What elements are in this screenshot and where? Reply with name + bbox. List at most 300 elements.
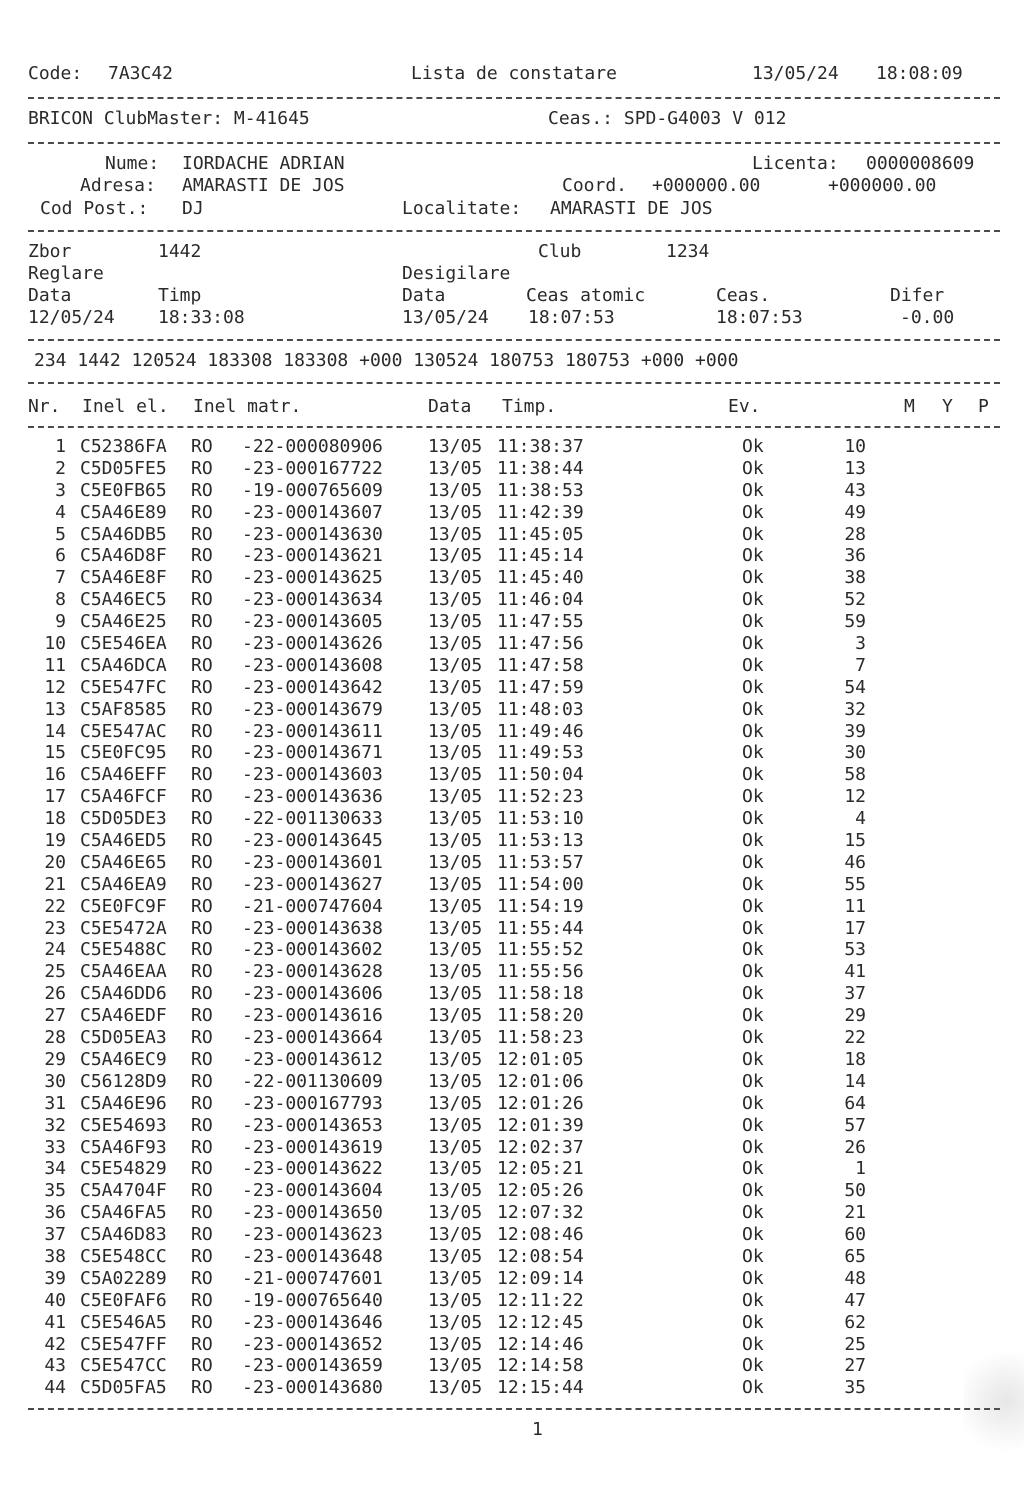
row-ring-matr: -19-000765609 (242, 479, 383, 501)
row-date: 13/05 (428, 1114, 483, 1136)
row-time: 12:11:22 (497, 1289, 584, 1311)
row-ev: Ok (742, 1311, 764, 1333)
row-ring-el: C5A46E25 (80, 611, 167, 633)
row-position: 54 (844, 676, 866, 698)
row-ring-el: C5E546EA (80, 633, 167, 655)
code-line: 234 1442 120524 183308 183308 +000 130524 180753 180753 +000 +000 (34, 350, 739, 371)
row-position: 65 (844, 1245, 866, 1267)
row-date: 13/05 (428, 1048, 483, 1070)
row-ring-el: C5E548CC (80, 1245, 167, 1267)
row-position: 41 (844, 961, 866, 983)
row-position: 28 (844, 523, 866, 545)
row-date: 13/05 (428, 589, 483, 611)
row-ev: Ok (742, 1289, 764, 1311)
reglare-time: 18:33:08 (158, 307, 245, 328)
row-position: 50 (844, 1180, 866, 1202)
results-table (0, 436, 1024, 1399)
divider (28, 1408, 1000, 1410)
row-ring-el: C52386FA (80, 436, 167, 457)
row-nr: 21 (44, 873, 66, 895)
table-row (0, 677, 1024, 699)
row-position: 4 (855, 808, 866, 830)
row-position: 29 (844, 1005, 866, 1027)
row-position: 36 (844, 545, 866, 567)
row-time: 12:14:58 (497, 1355, 584, 1377)
row-ev: Ok (742, 895, 764, 917)
row-nr: 19 (44, 830, 66, 852)
row-time: 11:58:18 (497, 983, 584, 1005)
row-ring-matr: -22-001130609 (242, 1070, 383, 1092)
row-nr: 15 (44, 742, 66, 764)
table-row (0, 1202, 1024, 1224)
row-date: 13/05 (428, 479, 483, 501)
print-time: 18:08:09 (876, 63, 963, 84)
row-position: 32 (844, 698, 866, 720)
row-date: 13/05 (428, 698, 483, 720)
table-row (0, 458, 1024, 480)
row-position: 17 (844, 917, 866, 939)
table-row (0, 721, 1024, 743)
row-country: RO (191, 1202, 213, 1224)
row-ev: Ok (742, 1136, 764, 1158)
row-time: 12:02:37 (497, 1136, 584, 1158)
row-country: RO (191, 1267, 213, 1289)
row-ev: Ok (742, 654, 764, 676)
row-ring-el: C5A46EAA (80, 961, 167, 983)
row-time: 11:42:39 (497, 501, 584, 523)
row-ev: Ok (742, 1092, 764, 1114)
row-country: RO (191, 1311, 213, 1333)
row-ev: Ok (742, 1005, 764, 1027)
row-time: 11:47:59 (497, 676, 584, 698)
row-time: 12:08:46 (497, 1224, 584, 1246)
row-country: RO (191, 1158, 213, 1180)
postal-value: DJ (182, 198, 204, 219)
row-ring-matr: -22-000080906 (242, 436, 383, 457)
divider (28, 426, 1000, 428)
table-row (0, 1137, 1024, 1159)
row-date: 13/05 (428, 436, 483, 457)
row-ring-el: C5A46E96 (80, 1092, 167, 1114)
table-row (0, 939, 1024, 961)
row-nr: 27 (44, 1005, 66, 1027)
row-ring-matr: -23-000143628 (242, 961, 383, 983)
table-row (0, 1312, 1024, 1334)
table-row (0, 852, 1024, 874)
row-nr: 42 (44, 1333, 66, 1355)
row-country: RO (191, 873, 213, 895)
row-ev: Ok (742, 1070, 764, 1092)
row-ring-el: C5E0FC95 (80, 742, 167, 764)
row-ring-matr: -23-000143642 (242, 676, 383, 698)
row-ring-el: C5E547CC (80, 1355, 167, 1377)
col-timp: Timp. (502, 396, 557, 417)
row-country: RO (191, 1005, 213, 1027)
row-date: 13/05 (428, 1158, 483, 1180)
row-ev: Ok (742, 1027, 764, 1049)
row-nr: 18 (44, 808, 66, 830)
row-ring-el: C5A02289 (80, 1267, 167, 1289)
code-value: 7A3C42 (108, 63, 174, 84)
row-ring-el: C5A46F93 (80, 1136, 167, 1158)
row-ring-el: C5A4704F (80, 1180, 167, 1202)
timp-label: Timp (158, 285, 202, 306)
row-time: 11:53:57 (497, 851, 584, 873)
row-ring-matr: -23-000143664 (242, 1027, 383, 1049)
row-time: 11:47:58 (497, 654, 584, 676)
row-country: RO (191, 457, 213, 479)
row-nr: 38 (44, 1245, 66, 1267)
row-time: 12:01:39 (497, 1114, 584, 1136)
row-ring-matr: -23-000143627 (242, 873, 383, 895)
row-nr: 44 (44, 1377, 66, 1399)
row-ring-matr: -23-000143645 (242, 830, 383, 852)
row-position: 3 (855, 633, 866, 655)
row-position: 14 (844, 1070, 866, 1092)
row-position: 22 (844, 1027, 866, 1049)
row-ring-matr: -23-000143652 (242, 1333, 383, 1355)
row-country: RO (191, 1027, 213, 1049)
row-ring-el: C5A46FCF (80, 786, 167, 808)
row-date: 13/05 (428, 1092, 483, 1114)
row-position: 10 (844, 436, 866, 457)
row-country: RO (191, 1333, 213, 1355)
row-time: 12:01:26 (497, 1092, 584, 1114)
row-nr: 10 (44, 633, 66, 655)
row-ev: Ok (742, 873, 764, 895)
table-row (0, 764, 1024, 786)
row-time: 11:55:56 (497, 961, 584, 983)
row-date: 13/05 (428, 523, 483, 545)
row-nr: 30 (44, 1070, 66, 1092)
row-date: 13/05 (428, 545, 483, 567)
row-country: RO (191, 567, 213, 589)
row-country: RO (191, 1289, 213, 1311)
col-inel-matr: Inel matr. (193, 396, 302, 417)
col-nr: Nr. (28, 396, 61, 417)
row-nr: 43 (44, 1355, 66, 1377)
row-ev: Ok (742, 501, 764, 523)
desigilare-label: Desigilare (402, 263, 511, 284)
row-ring-el: C5A46DB5 (80, 523, 167, 545)
row-ev: Ok (742, 545, 764, 567)
row-ring-matr: -23-000143611 (242, 720, 383, 742)
row-time: 11:46:04 (497, 589, 584, 611)
row-ev: Ok (742, 676, 764, 698)
row-time: 11:54:19 (497, 895, 584, 917)
divider (28, 142, 1000, 144)
col-p: P (978, 396, 989, 417)
row-position: 46 (844, 851, 866, 873)
row-date: 13/05 (428, 611, 483, 633)
row-country: RO (191, 654, 213, 676)
club-value: 1234 (666, 241, 710, 262)
row-nr: 40 (44, 1289, 66, 1311)
row-ring-matr: -23-000143648 (242, 1245, 383, 1267)
row-position: 47 (844, 1289, 866, 1311)
row-country: RO (191, 1224, 213, 1246)
ceas-label: Ceas. (716, 285, 771, 306)
paper-speckle (964, 1341, 1024, 1461)
table-row (0, 896, 1024, 918)
row-date: 13/05 (428, 1311, 483, 1333)
row-country: RO (191, 501, 213, 523)
row-ring-matr: -23-000143602 (242, 939, 383, 961)
divider (28, 97, 1000, 99)
coord-label: Coord. (562, 175, 628, 196)
row-position: 39 (844, 720, 866, 742)
row-position: 35 (844, 1377, 866, 1399)
row-ring-el: C5D05EA3 (80, 1027, 167, 1049)
row-nr: 12 (44, 676, 66, 698)
row-date: 13/05 (428, 1289, 483, 1311)
row-date: 13/05 (428, 873, 483, 895)
row-position: 48 (844, 1267, 866, 1289)
row-nr: 16 (44, 764, 66, 786)
table-row (0, 1093, 1024, 1115)
row-ring-el: C5E0FB65 (80, 479, 167, 501)
row-ring-matr: -23-000143604 (242, 1180, 383, 1202)
row-country: RO (191, 808, 213, 830)
col-inel-el: Inel el. (82, 396, 169, 417)
owner-address: AMARASTI DE JOS (182, 175, 345, 196)
table-row (0, 589, 1024, 611)
row-country: RO (191, 1114, 213, 1136)
row-date: 13/05 (428, 457, 483, 479)
row-position: 18 (844, 1048, 866, 1070)
postal-label: Cod Post.: (40, 198, 149, 219)
row-nr: 25 (44, 961, 66, 983)
row-ev: Ok (742, 720, 764, 742)
row-time: 11:52:23 (497, 786, 584, 808)
row-ring-matr: -23-000143630 (242, 523, 383, 545)
table-row (0, 633, 1024, 655)
row-ring-matr: -23-000143634 (242, 589, 383, 611)
row-nr: 8 (55, 589, 66, 611)
row-ring-matr: -21-000747601 (242, 1267, 383, 1289)
row-ring-el: C5A46D8F (80, 545, 167, 567)
table-row (0, 1115, 1024, 1137)
row-ring-matr: -23-000143621 (242, 545, 383, 567)
row-ring-el: C5E5488C (80, 939, 167, 961)
row-nr: 35 (44, 1180, 66, 1202)
row-nr: 5 (55, 523, 66, 545)
row-time: 12:12:45 (497, 1311, 584, 1333)
row-ev: Ok (742, 1114, 764, 1136)
row-date: 13/05 (428, 1377, 483, 1399)
row-ring-matr: -23-000143653 (242, 1114, 383, 1136)
row-ring-matr: -23-000143603 (242, 764, 383, 786)
row-nr: 34 (44, 1158, 66, 1180)
row-country: RO (191, 1355, 213, 1377)
code-label: Code: (28, 63, 83, 84)
row-date: 13/05 (428, 633, 483, 655)
row-position: 13 (844, 457, 866, 479)
table-row (0, 1268, 1024, 1290)
row-ev: Ok (742, 786, 764, 808)
data2-label: Data (402, 285, 446, 306)
row-date: 13/05 (428, 1005, 483, 1027)
row-ev: Ok (742, 1180, 764, 1202)
row-ring-matr: -23-000143616 (242, 1005, 383, 1027)
row-ring-matr: -21-000747604 (242, 895, 383, 917)
row-time: 12:14:46 (497, 1333, 584, 1355)
row-ring-el: C56128D9 (80, 1070, 167, 1092)
row-ring-matr: -23-000143623 (242, 1224, 383, 1246)
row-country: RO (191, 436, 213, 457)
table-row (0, 1246, 1024, 1268)
table-row (0, 480, 1024, 502)
divider (28, 339, 1000, 341)
row-ev: Ok (742, 1355, 764, 1377)
row-nr: 20 (44, 851, 66, 873)
row-country: RO (191, 895, 213, 917)
row-country: RO (191, 676, 213, 698)
row-time: 11:38:37 (497, 436, 584, 457)
row-time: 11:55:52 (497, 939, 584, 961)
row-position: 7 (855, 654, 866, 676)
ceas-atomic-label: Ceas atomic (526, 285, 646, 306)
row-ring-el: C5E0FAF6 (80, 1289, 167, 1311)
row-position: 1 (855, 1158, 866, 1180)
row-position: 49 (844, 501, 866, 523)
row-country: RO (191, 611, 213, 633)
row-date: 13/05 (428, 742, 483, 764)
row-nr: 6 (55, 545, 66, 567)
row-country: RO (191, 1070, 213, 1092)
row-nr: 22 (44, 895, 66, 917)
row-ev: Ok (742, 1048, 764, 1070)
row-date: 13/05 (428, 808, 483, 830)
row-country: RO (191, 589, 213, 611)
print-date: 13/05/24 (752, 63, 839, 84)
data-label: Data (28, 285, 72, 306)
row-date: 13/05 (428, 961, 483, 983)
row-country: RO (191, 1245, 213, 1267)
row-country: RO (191, 983, 213, 1005)
row-time: 11:38:44 (497, 457, 584, 479)
row-position: 21 (844, 1202, 866, 1224)
row-date: 13/05 (428, 1180, 483, 1202)
row-nr: 29 (44, 1048, 66, 1070)
row-nr: 41 (44, 1311, 66, 1333)
row-country: RO (191, 1180, 213, 1202)
row-ev: Ok (742, 589, 764, 611)
row-nr: 3 (55, 479, 66, 501)
row-ring-el: C5A46E8F (80, 567, 167, 589)
row-nr: 26 (44, 983, 66, 1005)
row-date: 13/05 (428, 830, 483, 852)
difference: -0.00 (900, 307, 955, 328)
device-label: BRICON ClubMaster: M-41645 (28, 108, 310, 129)
row-nr: 37 (44, 1224, 66, 1246)
row-date: 13/05 (428, 1027, 483, 1049)
row-ring-matr: -19-000765640 (242, 1289, 383, 1311)
row-ring-matr: -23-000167722 (242, 457, 383, 479)
row-country: RO (191, 786, 213, 808)
row-position: 27 (844, 1355, 866, 1377)
row-country: RO (191, 764, 213, 786)
row-country: RO (191, 523, 213, 545)
document-title: Lista de constatare (411, 63, 617, 84)
row-position: 25 (844, 1333, 866, 1355)
row-ring-el: C5E547AC (80, 720, 167, 742)
col-m: M (904, 396, 915, 417)
row-country: RO (191, 742, 213, 764)
row-ring-el: C5D05FE5 (80, 457, 167, 479)
locality-value: AMARASTI DE JOS (550, 198, 713, 219)
row-date: 13/05 (428, 764, 483, 786)
row-ring-el: C5A46ED5 (80, 830, 167, 852)
col-y: Y (942, 396, 953, 417)
row-ring-el: C5E547FF (80, 1333, 167, 1355)
row-nr: 14 (44, 720, 66, 742)
row-ring-el: C5E547FC (80, 676, 167, 698)
table-row (0, 655, 1024, 677)
row-ring-matr: -23-000143608 (242, 654, 383, 676)
row-ring-matr: -23-000143671 (242, 742, 383, 764)
row-nr: 23 (44, 917, 66, 939)
row-time: 11:47:55 (497, 611, 584, 633)
row-ring-matr: -23-000143605 (242, 611, 383, 633)
row-position: 26 (844, 1136, 866, 1158)
row-ev: Ok (742, 983, 764, 1005)
table-row (0, 611, 1024, 633)
row-ring-el: C5E54829 (80, 1158, 167, 1180)
row-time: 11:49:53 (497, 742, 584, 764)
row-position: 15 (844, 830, 866, 852)
row-country: RO (191, 479, 213, 501)
row-country: RO (191, 939, 213, 961)
row-ring-matr: -23-000143619 (242, 1136, 383, 1158)
row-time: 11:50:04 (497, 764, 584, 786)
row-ring-el: C5A46E65 (80, 851, 167, 873)
row-country: RO (191, 917, 213, 939)
table-row (0, 545, 1024, 567)
row-position: 30 (844, 742, 866, 764)
row-time: 11:38:53 (497, 479, 584, 501)
table-row (0, 524, 1024, 546)
row-date: 13/05 (428, 1355, 483, 1377)
table-row (0, 1027, 1024, 1049)
row-ring-matr: -23-000143607 (242, 501, 383, 523)
address-label: Adresa: (80, 175, 156, 196)
row-date: 13/05 (428, 939, 483, 961)
row-time: 11:49:46 (497, 720, 584, 742)
row-position: 64 (844, 1092, 866, 1114)
row-nr: 31 (44, 1092, 66, 1114)
row-ev: Ok (742, 1267, 764, 1289)
row-ev: Ok (742, 830, 764, 852)
row-ring-matr: -23-000167793 (242, 1092, 383, 1114)
zbor-value: 1442 (158, 241, 202, 262)
row-date: 13/05 (428, 786, 483, 808)
row-ring-el: C5A46EDF (80, 1005, 167, 1027)
row-date: 13/05 (428, 1136, 483, 1158)
row-ring-matr: -23-000143646 (242, 1311, 383, 1333)
table-row (0, 1355, 1024, 1377)
row-country: RO (191, 720, 213, 742)
divider (28, 230, 1000, 232)
table-row (0, 742, 1024, 764)
row-date: 13/05 (428, 654, 483, 676)
table-row (0, 918, 1024, 940)
row-nr: 2 (55, 457, 66, 479)
row-time: 11:58:20 (497, 1005, 584, 1027)
row-time: 12:05:21 (497, 1158, 584, 1180)
row-nr: 13 (44, 698, 66, 720)
name-label: Nume: (105, 153, 160, 174)
